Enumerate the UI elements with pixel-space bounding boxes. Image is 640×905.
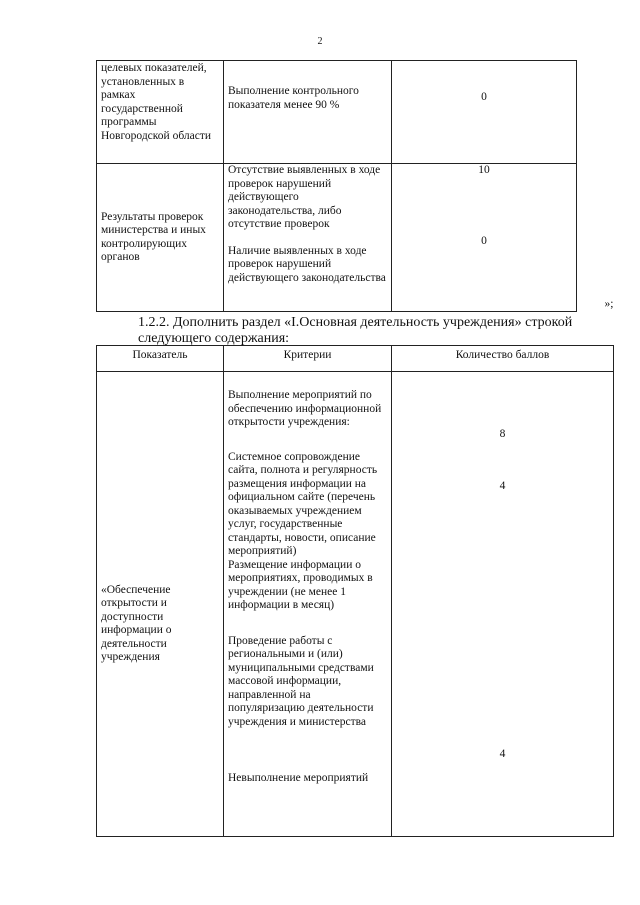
closing-quote: »; xyxy=(604,298,614,310)
criteria-text: Выполнение контрольного показателя менее 90 % xyxy=(228,85,359,111)
header-points: Количество баллов xyxy=(392,346,614,372)
criteria-text: Выполнение мероприятий по обеспечению информационной открытости учреждения: xyxy=(228,389,382,428)
criteria-table-continued xyxy=(96,60,614,312)
criteria-cell xyxy=(224,164,392,312)
header-indicator: Показатель xyxy=(97,346,224,372)
indicator-cell xyxy=(97,61,224,164)
indicator-cell xyxy=(97,372,224,837)
indicator-text: Результаты проверок министерства и иных контролирующих органов xyxy=(101,210,206,263)
points-value: 4 xyxy=(499,748,506,760)
points-value: 4 xyxy=(499,479,506,492)
criteria-cell xyxy=(224,61,392,164)
table-row xyxy=(97,164,614,312)
points-cell xyxy=(392,372,614,837)
criteria-table-new xyxy=(96,345,614,837)
indicator-text: целевых показателей, установленных в рамках государственной программы Новгородской области xyxy=(101,62,212,142)
page-number: 2 xyxy=(317,36,323,47)
indicator-cell xyxy=(97,164,224,312)
criteria-text: Отсутствие выявленных в ходе проверок нарушений действующего законодательства, либо отсутствие проверок xyxy=(228,164,381,230)
criteria-text: Наличие выявленных в ходе проверок нарушений действующего законодательства xyxy=(228,244,386,284)
criteria-text: Проведение работы с региональными и (или) муниципальными средствами массовой информации, направленной на популяризацию деятельности учреждения и министерства xyxy=(228,634,374,728)
criteria-cell xyxy=(224,372,392,837)
table-row xyxy=(97,61,614,164)
points-value: 0 xyxy=(481,91,487,103)
amendment-text: 1.2.2. Дополнить раздел «I.Основная деятельность учреждения» строкой следующего содержания: xyxy=(138,315,573,346)
points-cell xyxy=(392,61,577,164)
criteria-text: Системное сопровождение сайта, полнота и регулярность размещения информации на официальном сайте (перечень оказываемых учреждением услуг, государственные стандарты, новости, описание мероприятий) xyxy=(228,450,378,557)
points-value: 10 xyxy=(478,164,490,176)
indicator-text: «Обеспечение открытости и доступности информации о деятельности учреждения xyxy=(101,583,172,663)
points-value: 0 xyxy=(481,234,487,247)
points-value: 8 xyxy=(499,428,506,440)
criteria-text: Невыполнение мероприятий xyxy=(228,772,369,784)
table-header-row xyxy=(97,346,614,372)
amendment-paragraph xyxy=(96,315,616,347)
criteria-text: Размещение информации о мероприятиях, проводимых в учреждении (не менее 1 информации в месяц) xyxy=(228,558,373,611)
points-cell xyxy=(392,164,577,312)
table-row xyxy=(97,372,614,837)
header-criteria: Критерии xyxy=(224,346,392,372)
